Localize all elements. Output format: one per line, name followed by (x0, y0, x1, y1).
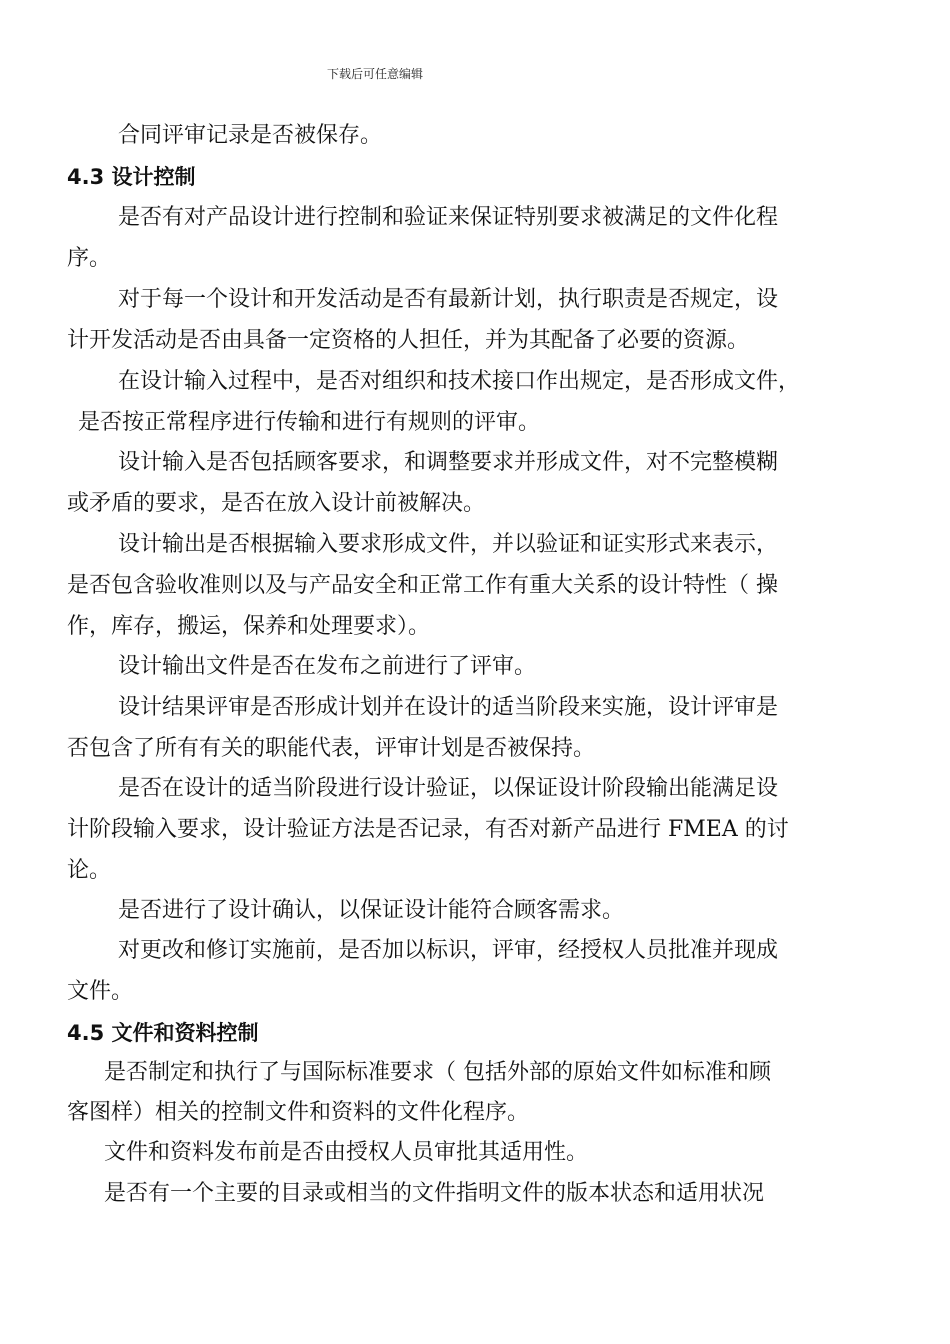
paragraph-line: 设计输入是否包括顾客要求，和调整要求并形成文件，对不完整模糊 (118, 450, 779, 475)
paragraph-line: 合同评审记录是否被保存。 (118, 123, 383, 148)
paragraph-line: 是否有对产品设计进行控制和验证来保证特别要求被满足的文件化程 (118, 205, 779, 230)
paragraph-line: 设计输出是否根据输入要求形成文件，并以验证和证实形式来表示， (118, 532, 779, 557)
paragraph-line: 是否制定和执行了与国际标准要求（ 包括外部的原始文件如标准和顾 (104, 1060, 771, 1085)
section-heading-4-3: 4.3 设计控制 (67, 165, 196, 189)
header-note: 下载后可任意编辑 (327, 67, 424, 81)
paragraph-line: 对更改和修订实施前，是否加以标识，评审，经授权人员批准并现成 (118, 938, 779, 963)
paragraph-line: 是否有一个主要的目录或相当的文件指明文件的版本状态和适用状况 (104, 1181, 765, 1206)
paragraph-line: 在设计输入过程中，是否对组织和技术接口作出规定，是否形成文件， (118, 369, 801, 394)
paragraph-line: 序。 (67, 246, 112, 271)
paragraph-line: 文件和资料发布前是否由授权人员审批其适用性。 (104, 1140, 589, 1165)
paragraph-line: 设计输出文件是否在发布之前进行了评审。 (118, 654, 537, 679)
paragraph-line: 设计结果评审是否形成计划并在设计的适当阶段来实施，设计评审是 (118, 695, 779, 720)
paragraph-line: 是否进行了设计确认，以保证设计能符合顾客需求。 (118, 898, 625, 923)
paragraph-line: 是否在设计的适当阶段进行设计验证，以保证设计阶段输出能满足设 (118, 776, 779, 801)
paragraph-line: 或矛盾的要求，是否在放入设计前被解决。 (67, 491, 486, 516)
paragraph-line: 是否按正常程序进行传输和进行有规则的评审。 (78, 410, 541, 435)
paragraph-line: 计阶段输入要求，设计验证方法是否记录，有否对新产品进行 FMEA 的讨 (67, 817, 789, 842)
paragraph-line: 客图样）相关的控制文件和资料的文件化程序。 (67, 1100, 530, 1125)
paragraph-line: 计开发活动是否由具备一定资格的人担任，并为其配备了必要的资源。 (67, 328, 750, 353)
paragraph-line: 否包含了所有有关的职能代表，评审计划是否被保持。 (67, 736, 596, 761)
paragraph-line: 对于每一个设计和开发活动是否有最新计划，执行职责是否规定，设 (118, 287, 779, 312)
paragraph-line: 论。 (67, 858, 112, 883)
paragraph-line: 作，库存，搬运，保养和处理要求）。 (67, 614, 431, 639)
paragraph-line: 文件。 (67, 979, 134, 1004)
paragraph-line: 是否包含验收准则以及与产品安全和正常工作有重大关系的设计特性（ 操 (67, 573, 778, 598)
section-heading-4-5: 4.5 文件和资料控制 (67, 1021, 259, 1045)
